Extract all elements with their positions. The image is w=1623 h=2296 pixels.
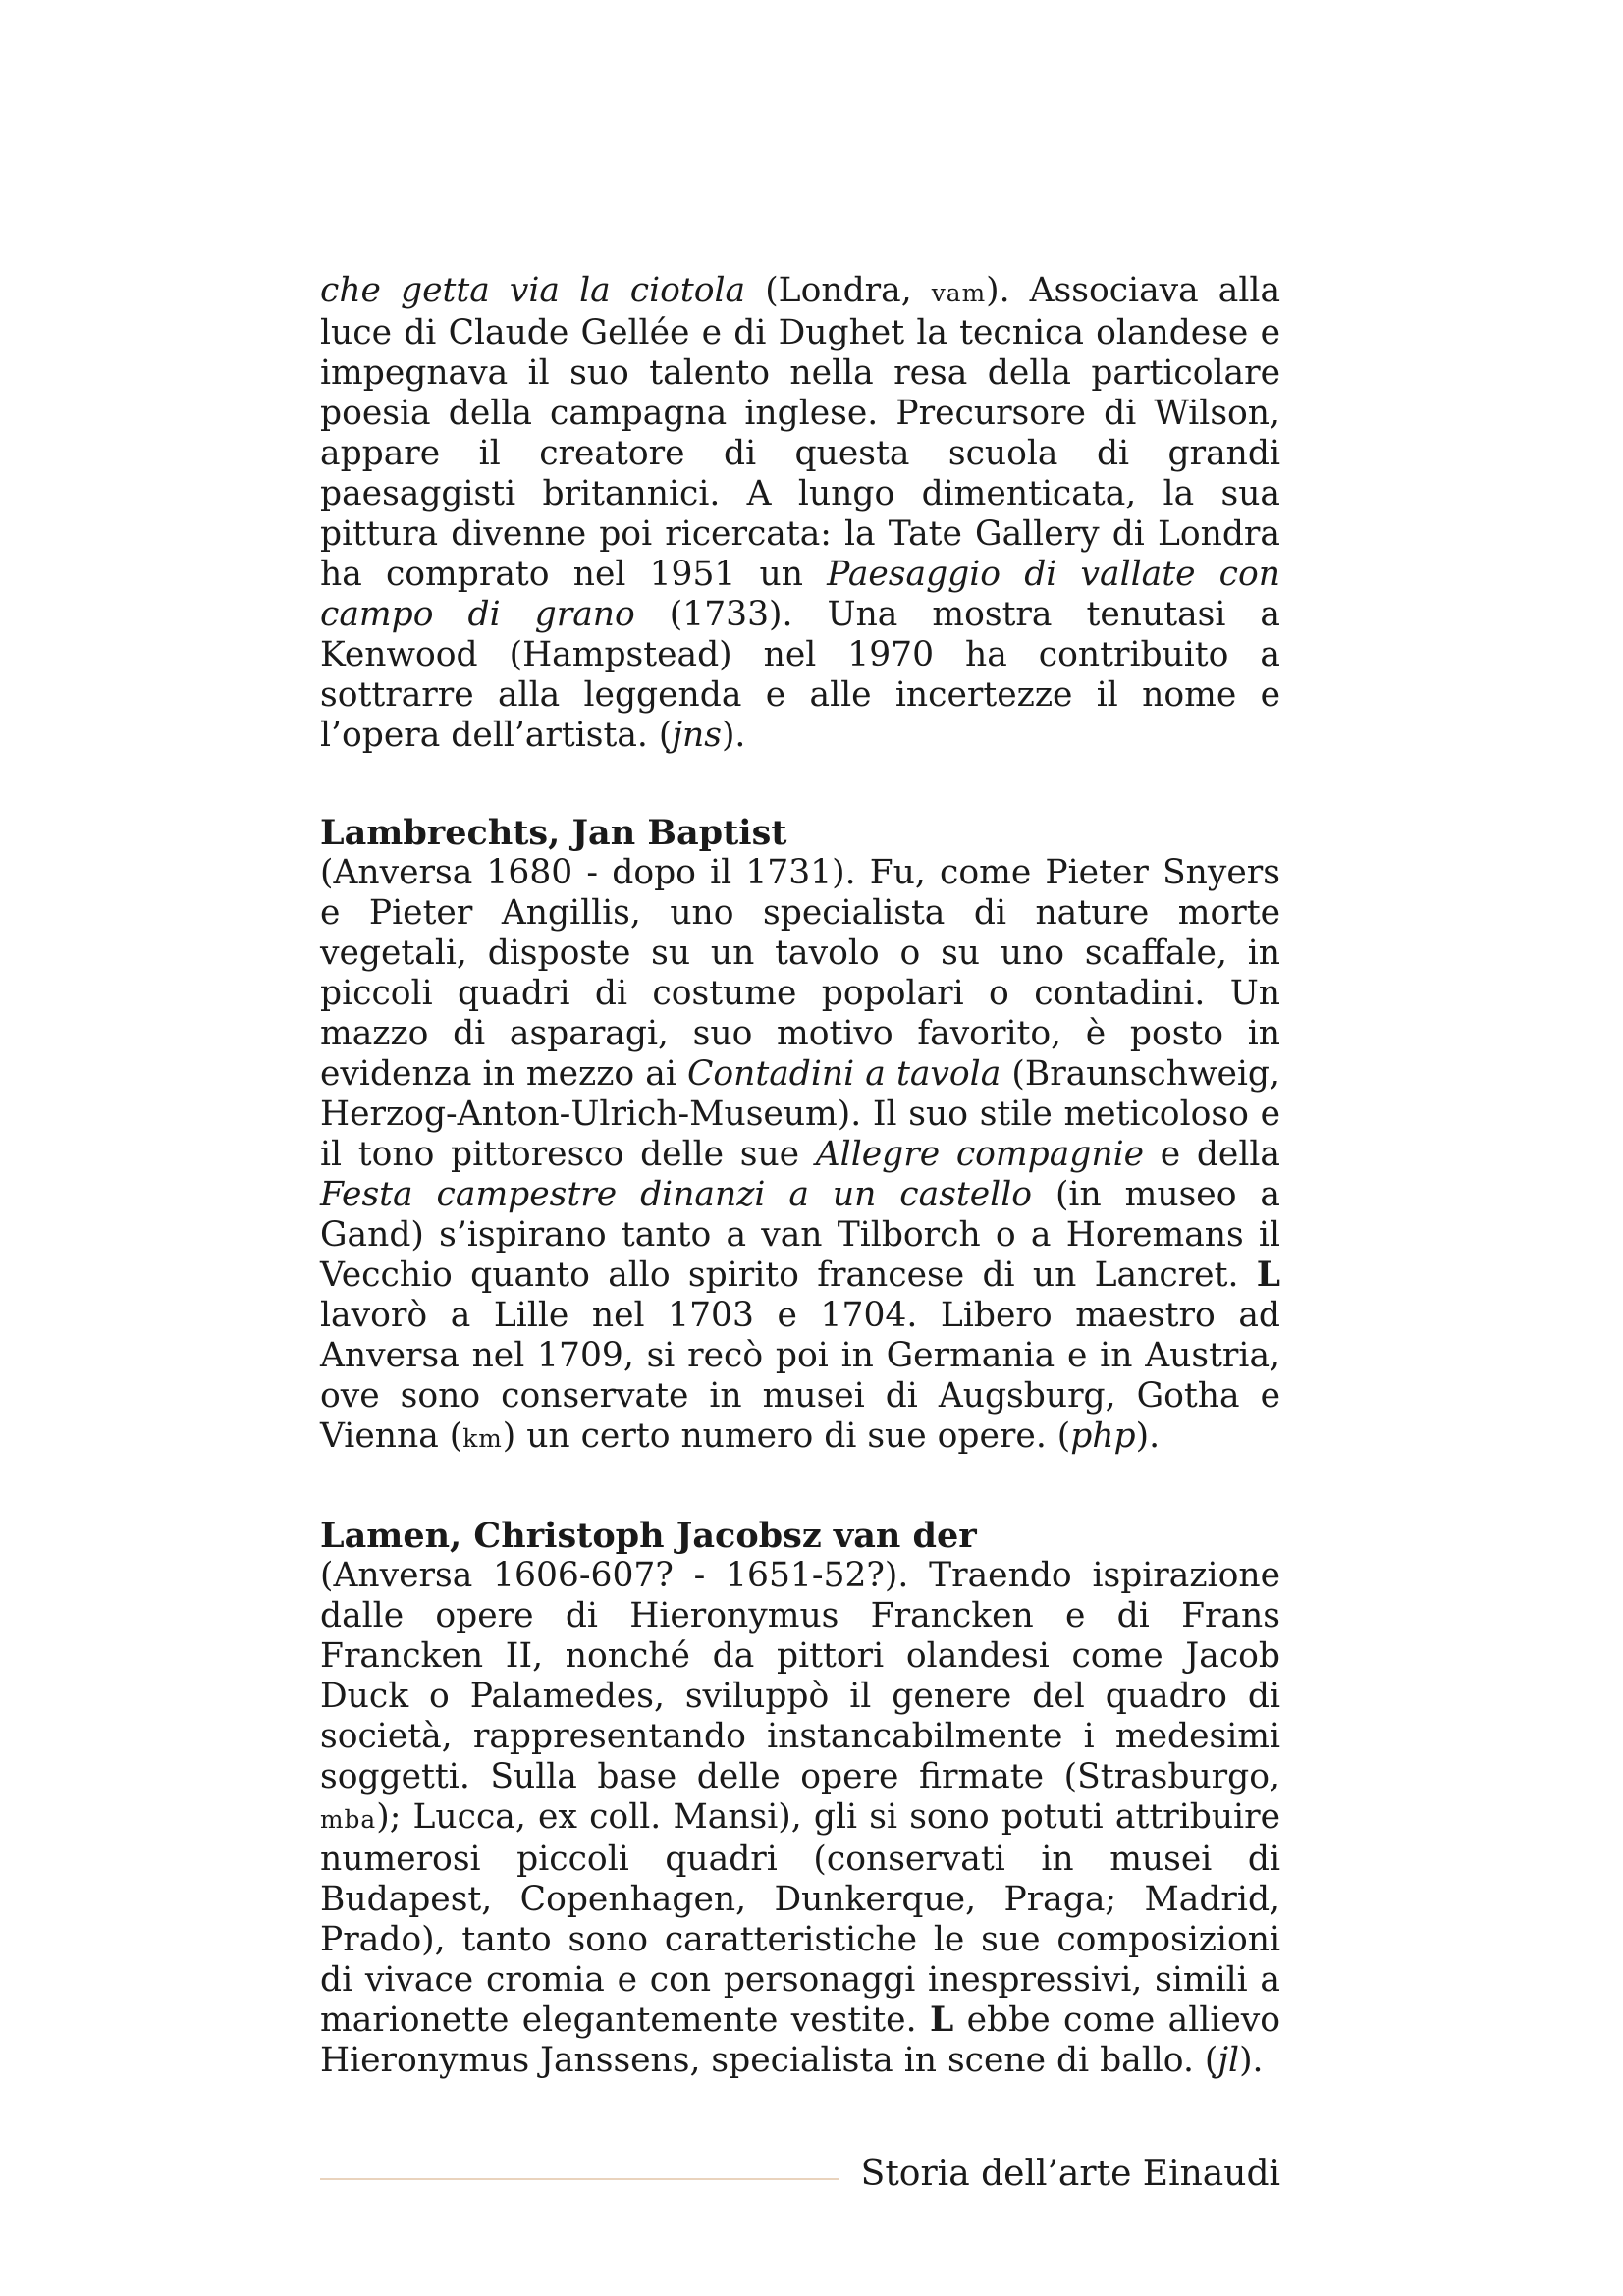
entry-continuation-text <box>320 271 1280 756</box>
entry-title-lambrechts: Lambrechts, Jan Baptist <box>320 813 787 853</box>
text-run: ); Lucca, ex coll. Mansi), gli si sono potuti attribuire numerosi piccoli quadri (conservati in musei di Budapest, Copenhagen, Dunkerque, Praga; Madrid, Prado), tanto sono caratteristiche le sue composizioni di vivace cromia e con personaggi inespressivi, simili a marionette elegantemente vestite. <box>320 1797 1280 2040</box>
text-run: lavorò a Lille nel 1703 e 1704. Libero maestro ad Anversa nel 1709, si recò poi in Germania e in Austria, ove sono conservate in musei di Augsburg, Gotha e Vienna ( <box>320 1296 1280 1456</box>
text-run: (1733). Una mostra tenutasi a Kenwood (Hampstead) nel 1970 ha contribuito a sottrarre alla leggenda e alle incertezze il nome e l’opera dell’artista. ( <box>320 595 1280 755</box>
text-run: Allegre compagnie <box>815 1135 1145 1174</box>
text-run: ). <box>1135 1416 1161 1456</box>
page-footer <box>320 2150 1280 2199</box>
text-run: Paesaggio di vallate con campo di grano <box>320 555 1280 634</box>
text-run: (Londra, <box>745 271 932 310</box>
text-run: e della <box>1144 1135 1280 1174</box>
text-run: ). Associava alla luce di Claude Gellée e di Dughet la tecnica olandese e impegnava il suo talento nella resa della particolare poesia della campagna inglese. Precursore di Wilson, appare il creatore di questa scuola di grandi paesaggisti britannici. A lungo dimenticata, la sua pittura divenne poi ricercata: la Tate Gallery di Londra ha comprato nel 1951 un <box>320 271 1281 594</box>
text-run: (Braunschweig, Herzog-Anton-Ulrich-Museum). Il suo stile meticoloso e il tono pittoresco delle sue <box>320 1054 1280 1174</box>
text-run: km <box>462 1424 503 1453</box>
text-run: (Anversa 1680 - dopo il 1731). Fu, come Pieter Snyers e Pieter Angillis, uno specialista di nature morte vegetali, disposte su un tavolo o su uno scaffale, in piccoli quadri di costume popolari o contadini. Un mazzo di asparagi, suo motivo favorito, è posto in evidenza in mezzo ai <box>320 853 1280 1094</box>
text-run: Contadini a tavola <box>686 1054 1001 1094</box>
text-run: (in museo a Gand) s’ispirano tanto a van Tilborch o a Horemans il Vecchio quanto allo spirito francese di un Lancret. <box>320 1175 1280 1295</box>
text-run: che getta via la ciotola <box>320 271 746 310</box>
text-run: jns <box>672 716 722 755</box>
text-run: mba <box>320 1805 377 1834</box>
text-run: vam <box>931 279 987 307</box>
text-run: ). <box>1239 2041 1264 2080</box>
entry-text-lambrechts <box>320 853 1280 1459</box>
footer-divider <box>320 2178 839 2180</box>
text-run: L <box>1256 1255 1280 1295</box>
page-content <box>320 271 1280 2081</box>
text-run: ). <box>721 716 746 755</box>
text-run: (Anversa 1606-607? - 1651-52?). Traendo ispirazione dalle opere di Hieronymus Francken e di Frans Francken II, nonché da pittori olandesi come Jacob Duck o Palamedes, sviluppò il genere del quadro di società, rappresentando instancabilmente i medesimi soggetti. Sulla base delle opere firmate (Strasburgo, <box>320 1556 1280 1796</box>
text-run: Festa campestre dinanzi a un castello <box>320 1175 1033 1214</box>
text-run: ) un certo numero di sue opere. ( <box>502 1416 1071 1456</box>
text-run: L <box>929 2001 954 2040</box>
entry-title-lamen: Lamen, Christoph Jacobsz van der <box>320 1516 977 1556</box>
entry-text-lamen <box>320 1556 1280 2081</box>
text-run: php <box>1070 1416 1136 1456</box>
footer-publication-title: Storia dell’arte Einaudi <box>860 2154 1280 2194</box>
text-run: jl <box>1217 2041 1240 2080</box>
text-run: ebbe come allievo Hieronymus Janssens, specialista in scene di ballo. ( <box>320 2001 1280 2080</box>
